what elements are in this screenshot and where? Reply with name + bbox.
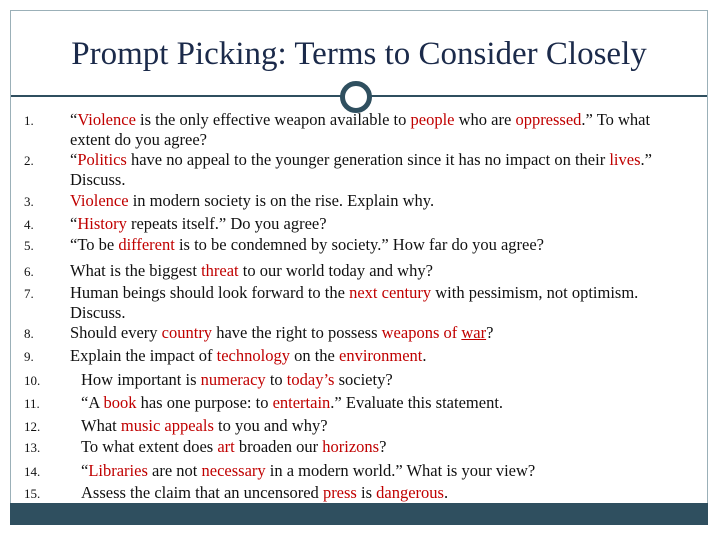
slide-title: Prompt Picking: Terms to Consider Closely [71, 36, 647, 72]
text-segment: “ [70, 150, 78, 169]
item-text [81, 461, 701, 481]
item-text [81, 483, 701, 503]
text-segment: What is the biggest [70, 261, 202, 280]
key-term: History [77, 214, 127, 233]
text-segment: .” To what extent do you agree? [70, 110, 651, 149]
key-term: dangerous [376, 483, 444, 502]
item-text [81, 393, 701, 413]
key-term: Violence [70, 191, 129, 210]
text-segment: Assess the claim that an uncensored [81, 483, 323, 502]
text-segment: .” Discuss. [70, 150, 652, 189]
item-text [81, 416, 701, 436]
item-text [70, 191, 690, 211]
key-term: threat [201, 261, 239, 280]
item-number: 13. [24, 440, 41, 455]
key-term: press [322, 483, 357, 502]
text-segment: have no appeal to the younger generation since it has no impact on their [126, 150, 610, 169]
item-number: 3. [24, 194, 34, 209]
key-term: oppressed [515, 110, 582, 129]
key-term: book [103, 393, 137, 412]
item-text [70, 235, 690, 255]
key-term: necessary [201, 461, 266, 480]
key-term: Politics [77, 150, 127, 169]
text-segment: . [443, 483, 449, 502]
text-segment: “To be [70, 235, 119, 254]
key-term: Libraries [88, 461, 148, 480]
text-segment: in a modern world.” What is your view? [265, 461, 536, 480]
key-term: lives [609, 150, 641, 169]
key-term: war [461, 323, 487, 342]
circle-ornament-icon [340, 81, 372, 113]
key-term: next century [349, 283, 432, 302]
text-segment: who are [454, 110, 516, 129]
text-segment: broaden our [234, 437, 323, 456]
item-text [70, 323, 690, 343]
item-text [70, 110, 690, 150]
text-segment: to [265, 370, 287, 389]
key-term: technology [216, 346, 290, 365]
key-term: people [410, 110, 455, 129]
item-text [70, 346, 690, 366]
text-segment: Human beings should look forward to the [70, 283, 350, 302]
key-term: horizons [322, 437, 380, 456]
key-term: environment [339, 346, 423, 365]
text-segment: .” Evaluate this statement. [330, 393, 504, 412]
text-segment: with pessimism, not optimism. Discuss. [70, 283, 639, 322]
key-term: music appeals [120, 416, 214, 435]
text-segment: has one purpose: to [136, 393, 273, 412]
text-segment: to our world today and why? [238, 261, 433, 280]
key-term: entertain [272, 393, 331, 412]
text-segment: Should every [70, 323, 162, 342]
footer-bar [10, 503, 708, 525]
item-number: 8. [24, 326, 34, 341]
text-segment: “ [81, 461, 89, 480]
text-segment: Explain the impact of [70, 346, 217, 365]
item-number: 10. [24, 373, 41, 388]
item-text [81, 437, 701, 457]
item-number: 15. [24, 486, 41, 501]
text-segment: ? [379, 437, 387, 456]
item-number: 7. [24, 286, 34, 301]
text-segment: society? [334, 370, 393, 389]
text-segment: is to be condemned by society.” How far do you agree? [174, 235, 544, 254]
text-segment: . [422, 346, 427, 365]
key-term: today’s [286, 370, 335, 389]
item-text [70, 150, 690, 190]
key-term: weapons of [381, 323, 462, 342]
item-number: 4. [24, 217, 34, 232]
key-term: art [217, 437, 235, 456]
text-segment: What [81, 416, 121, 435]
item-number: 11. [24, 396, 40, 411]
key-term: country [161, 323, 213, 342]
text-segment: How important is [81, 370, 201, 389]
text-segment: “A [81, 393, 104, 412]
text-segment: to you and why? [213, 416, 328, 435]
item-number: 1. [24, 113, 34, 128]
text-segment: in modern society is on the rise. Explain why. [128, 191, 435, 210]
text-segment: “ [70, 214, 78, 233]
text-segment: have the right to possess [212, 323, 382, 342]
text-segment: is [356, 483, 377, 502]
text-segment: ? [486, 323, 494, 342]
key-term: Violence [77, 110, 136, 129]
key-term: different [118, 235, 175, 254]
item-number: 5. [24, 238, 34, 253]
text-segment: are not [147, 461, 202, 480]
item-text [70, 214, 690, 234]
text-segment: on the [289, 346, 339, 365]
item-number: 12. [24, 419, 41, 434]
text-segment: repeats itself.” Do you agree? [126, 214, 327, 233]
item-number: 14. [24, 464, 41, 479]
key-term: numeracy [200, 370, 266, 389]
item-number: 9. [24, 349, 34, 364]
item-text [70, 283, 690, 323]
item-text [70, 261, 690, 281]
item-text [81, 370, 701, 390]
text-segment: “ [70, 110, 78, 129]
text-segment: To what extent does [81, 437, 218, 456]
item-number: 2. [24, 153, 34, 168]
item-number: 6. [24, 264, 34, 279]
text-segment: is the only effective weapon available to [135, 110, 411, 129]
